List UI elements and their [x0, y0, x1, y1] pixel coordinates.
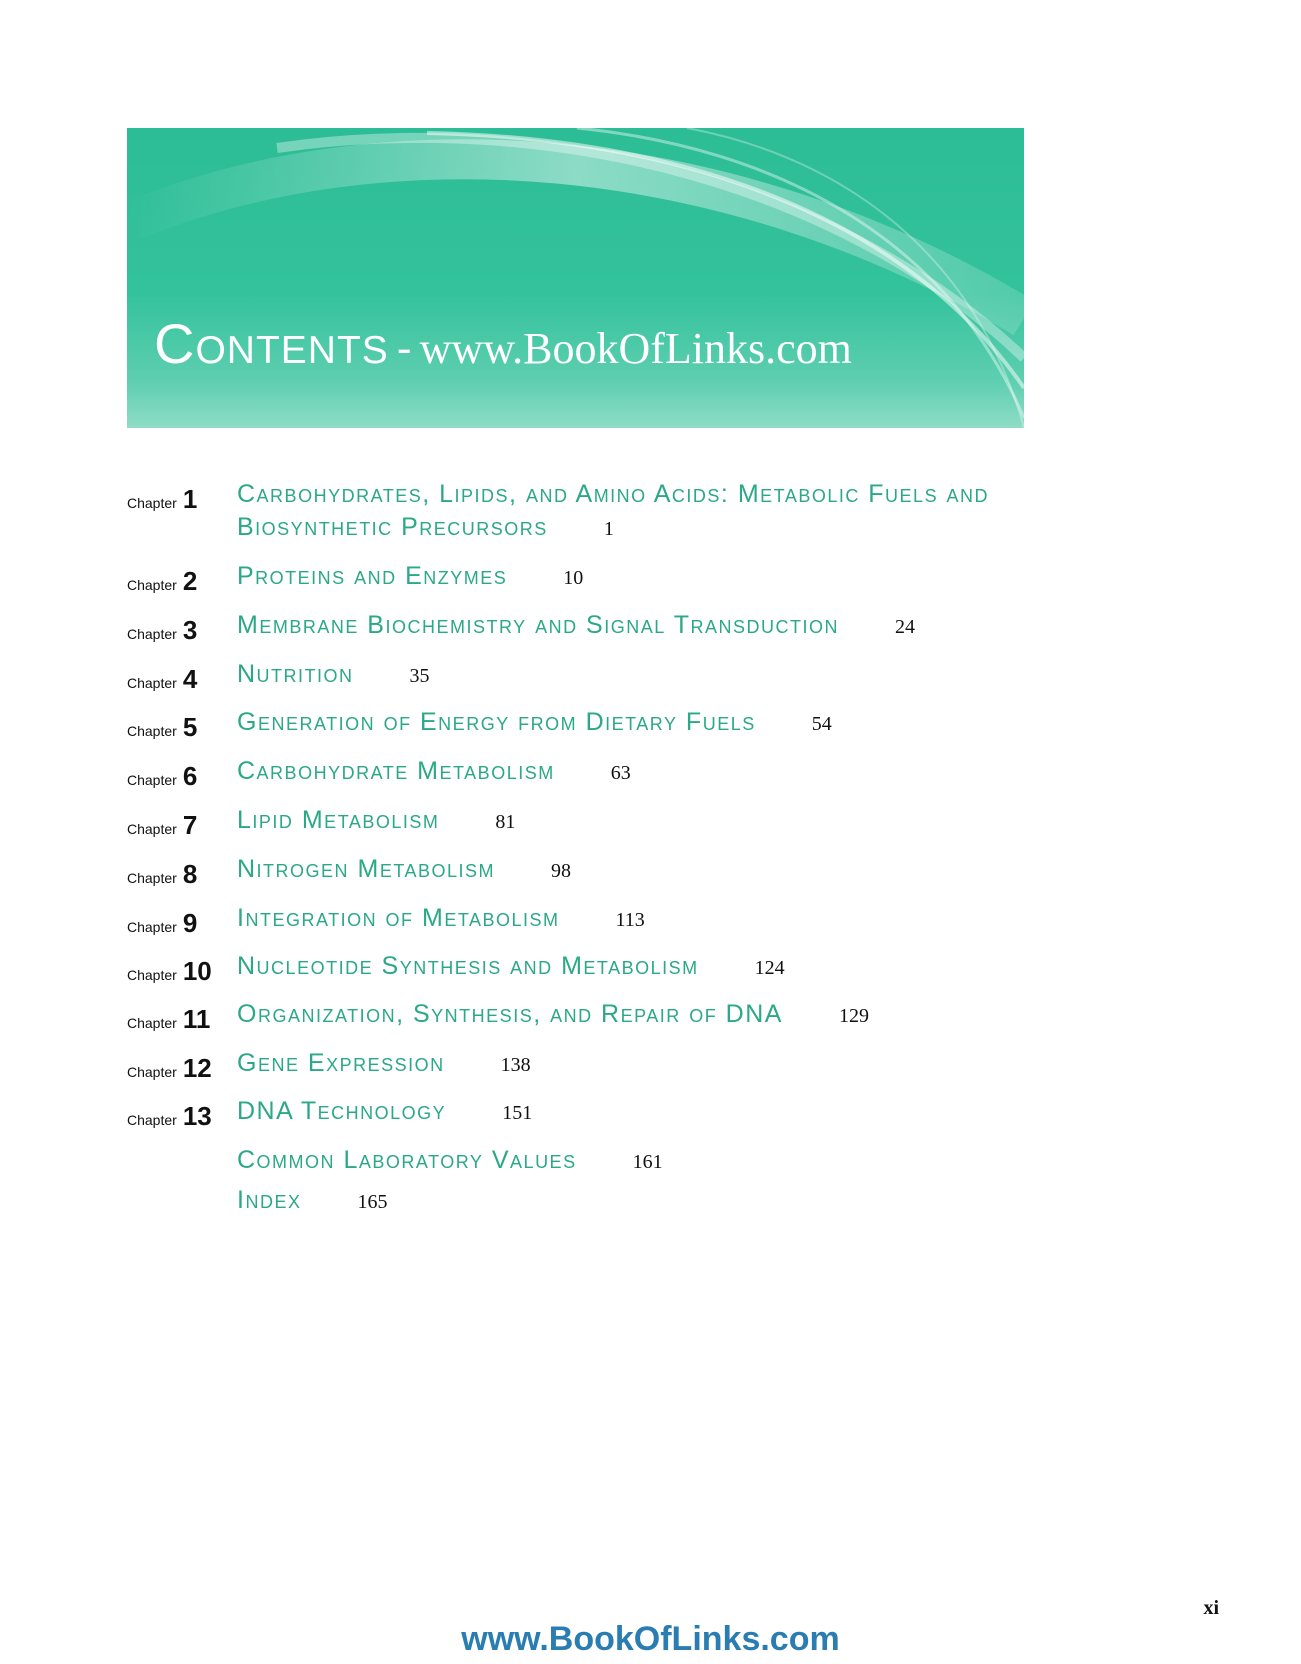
chapter-title[interactable]: Organization, Synthesis, and Repair of DNA 129 [237, 1000, 869, 1028]
chapter-title[interactable]: Membrane Biochemistry and Signal Transduction 24 [237, 611, 915, 639]
page-number: 63 [610, 762, 631, 784]
contents-word: Contents [154, 312, 389, 375]
toc-entry-chapter-11[interactable] [127, 998, 1107, 1038]
page-number: 138 [500, 1054, 531, 1076]
chapter-title[interactable]: Nitrogen Metabolism 98 [237, 855, 572, 883]
chapter-title[interactable]: Carbohydrate Metabolism 63 [237, 757, 631, 785]
page-number: 151 [502, 1102, 533, 1124]
contents-separator: - [396, 323, 412, 374]
toc-entry-chapter-13[interactable] [127, 1095, 1107, 1135]
page-number: 161 [632, 1151, 663, 1173]
toc-entry-lab-values[interactable] [127, 1144, 1107, 1184]
chapter-title[interactable]: Proteins and Enzymes 10 [237, 562, 584, 590]
toc-entry-chapter-10[interactable] [127, 950, 1107, 990]
toc-entry-chapter-5[interactable] [127, 706, 1107, 746]
toc-entry-chapter-1[interactable] [127, 478, 1107, 550]
chapter-label: Chapter 2 [127, 566, 198, 596]
toc-entry-chapter-8[interactable] [127, 853, 1107, 893]
chapter-title[interactable]: Nutrition 35 [237, 660, 430, 688]
page-number: 124 [754, 957, 785, 979]
chapter-label: Chapter 12 [127, 1053, 212, 1083]
page-number: 1 [603, 518, 614, 540]
page-number: 24 [895, 616, 915, 638]
chapter-title[interactable]: Integration of Metabolism 113 [237, 904, 645, 932]
chapter-label: Chapter 7 [127, 810, 198, 840]
backmatter-title[interactable]: Index 165 [237, 1186, 388, 1214]
page-number: 98 [551, 860, 572, 882]
page-number: 10 [563, 567, 584, 589]
page-number: 165 [357, 1191, 388, 1213]
chapter-label: Chapter 11 [127, 1004, 211, 1034]
chapter-label: Chapter 3 [127, 615, 198, 645]
chapter-title[interactable]: DNA Technology 151 [237, 1097, 533, 1125]
toc-entry-chapter-4[interactable] [127, 658, 1107, 698]
contents-banner [127, 128, 1024, 428]
toc-entry-chapter-9[interactable] [127, 902, 1107, 942]
chapter-title[interactable]: Carbohydrates, Lipids, and Amino Acids: Metabolic Fuels and Biosynthetic Precursors 1 [237, 480, 990, 541]
page-folio: xi [1203, 1597, 1219, 1619]
toc-entry-index[interactable] [127, 1184, 1107, 1224]
toc-entry-chapter-7[interactable] [127, 804, 1107, 844]
page-number: 129 [838, 1005, 869, 1027]
page-number: 35 [409, 665, 430, 687]
banner-swoosh-graphic [127, 128, 1024, 428]
toc-entry-chapter-3[interactable] [127, 609, 1107, 649]
page-number: 113 [615, 909, 645, 931]
chapter-label: Chapter 13 [127, 1101, 212, 1131]
chapter-label: Chapter 9 [127, 908, 198, 938]
contents-heading [154, 312, 852, 375]
footer-link[interactable]: www.BookOfLinks.com [461, 1620, 840, 1658]
chapter-title[interactable]: Nucleotide Synthesis and Metabolism 124 [237, 952, 785, 980]
contents-site: www.BookOfLinks.com [419, 324, 852, 373]
chapter-label: Chapter 10 [127, 956, 212, 986]
page-number: 81 [495, 811, 516, 833]
chapter-title[interactable]: Lipid Metabolism 81 [237, 806, 516, 834]
toc-entry-chapter-2[interactable] [127, 560, 1107, 600]
toc-entry-chapter-6[interactable] [127, 755, 1107, 795]
chapter-label: Chapter 5 [127, 712, 198, 742]
backmatter-title[interactable]: Common Laboratory Values 161 [237, 1146, 663, 1174]
page-number: 54 [811, 713, 832, 735]
toc-entry-chapter-12[interactable] [127, 1047, 1107, 1087]
chapter-label: Chapter 4 [127, 664, 198, 694]
chapter-title[interactable]: Generation of Energy from Dietary Fuels 54 [237, 708, 832, 736]
chapter-title[interactable]: Gene Expression 138 [237, 1049, 531, 1077]
chapter-label: Chapter 1 [127, 484, 198, 514]
chapter-label: Chapter 6 [127, 761, 198, 791]
chapter-label: Chapter 8 [127, 859, 198, 889]
